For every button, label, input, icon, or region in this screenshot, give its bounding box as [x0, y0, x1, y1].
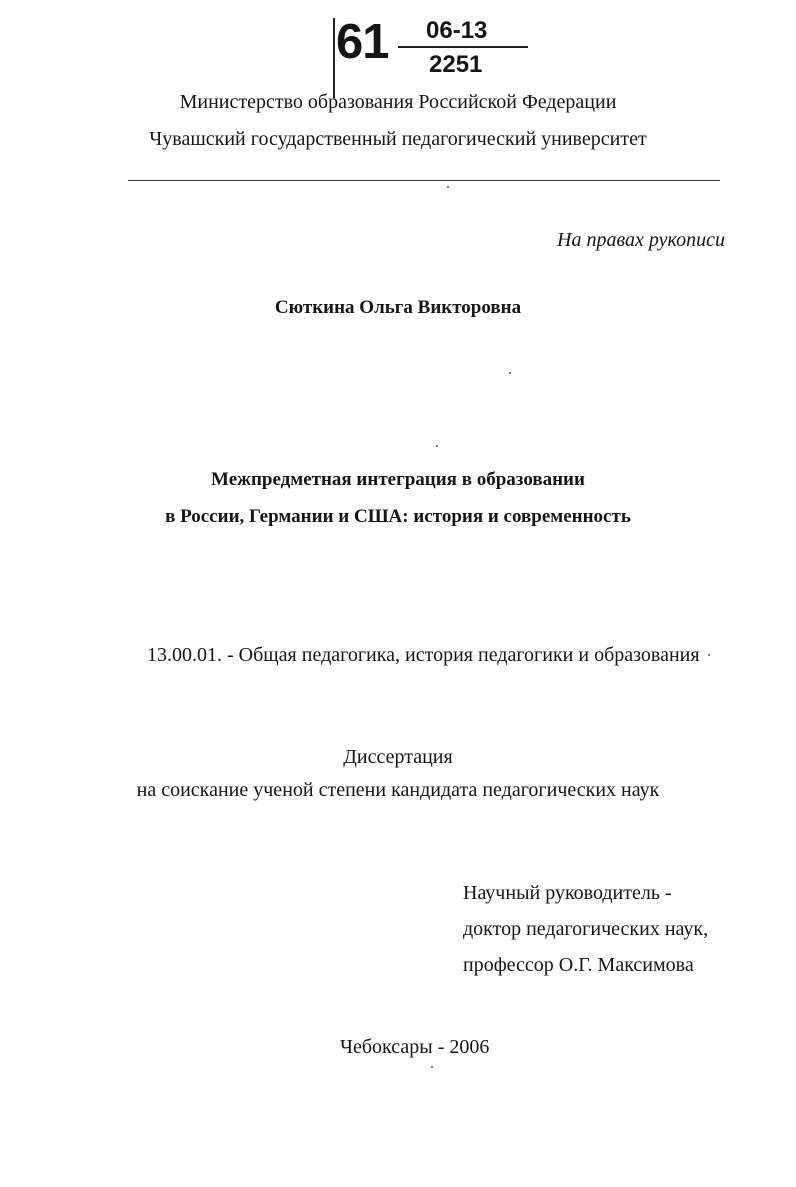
manuscript-note: На правах рукописи — [557, 229, 725, 251]
scan-speck — [708, 654, 710, 656]
stamp-fraction-bar — [398, 46, 528, 48]
supervisor-name: профессор О.Г. Максимова — [463, 954, 694, 976]
scan-speck — [509, 372, 511, 374]
author-name: Сюткина Ольга Викторовна — [274, 297, 522, 318]
title-line-1: Межпредметная интеграция в образовании — [211, 469, 585, 490]
dissertation-label: Диссертация — [343, 746, 453, 768]
stamp-code-bottom: 2251 — [429, 51, 483, 78]
header-divider — [128, 180, 720, 181]
place-year: Чебоксары - 2006 — [340, 1036, 490, 1058]
library-stamp — [326, 16, 536, 96]
stamp-number: 61 — [336, 15, 389, 69]
scan-speck — [431, 1066, 433, 1068]
university-heading: Чувашский государственный педагогический университет — [149, 128, 647, 150]
supervisor-degree: доктор педагогических наук, — [463, 918, 709, 940]
scan-speck — [447, 186, 449, 188]
ministry-heading: Министерство образования Российской Федерации — [179, 91, 617, 113]
degree-purpose: на соискание ученой степени кандидата педагогических наук — [136, 779, 660, 801]
stamp-vertical-line — [333, 18, 335, 98]
scan-speck — [436, 445, 438, 447]
supervisor-role: Научный руководитель - — [463, 882, 672, 904]
title-line-2: в России, Германии и США: история и современность — [165, 506, 631, 527]
specialty-code: 13.00.01. - Общая педагогика, история педагогики и образования — [147, 644, 700, 666]
stamp-code-top: 06-13 — [426, 17, 488, 44]
